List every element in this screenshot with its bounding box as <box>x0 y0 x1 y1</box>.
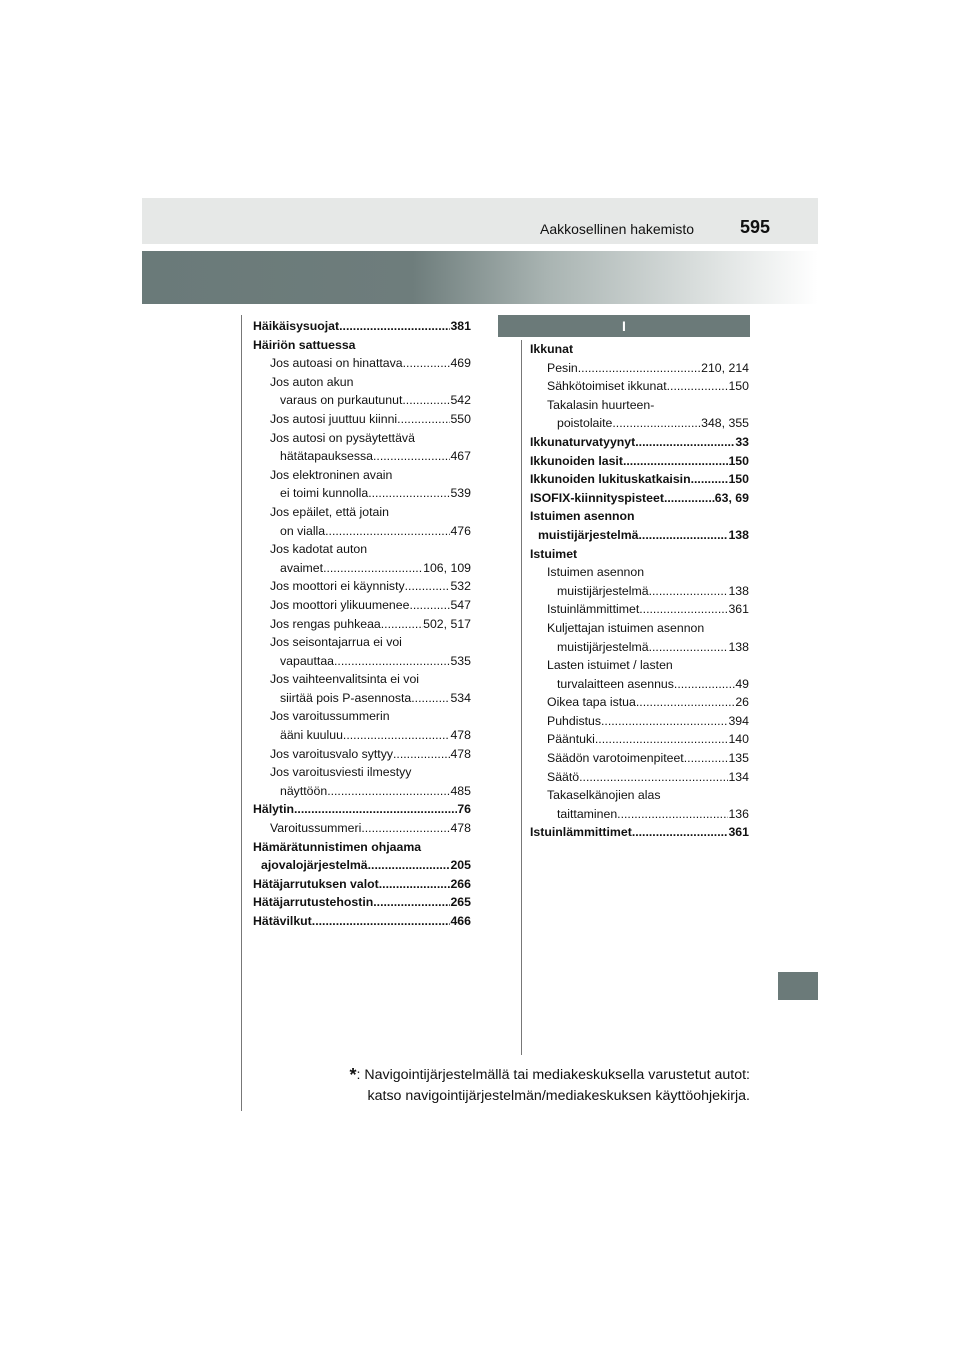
entry-page: 361 <box>728 825 749 840</box>
index-entry <box>253 875 471 894</box>
index-entry <box>253 391 471 410</box>
entry-text: Hätäjarrutuksen valot <box>253 876 379 891</box>
left-divider <box>241 315 242 1111</box>
entry-text: Jos varoitusvalo syttyy <box>270 746 394 761</box>
index-entry <box>253 726 471 745</box>
index-entry <box>530 656 749 675</box>
dot-leader <box>409 596 450 615</box>
entry-page: 532 <box>450 579 471 594</box>
dot-leader <box>373 893 450 912</box>
dot-leader <box>411 689 450 708</box>
entry-page: 138 <box>728 583 749 598</box>
entry-page: 266 <box>450 876 471 891</box>
entry-page: 205 <box>450 858 471 873</box>
entry-text: Säädön varotoimenpiteet <box>547 751 684 766</box>
entry-text: Jos rengas puhkeaa <box>270 616 381 631</box>
entry-text: Jos vaihteenvalitsinta ei voi <box>270 672 420 687</box>
entry-page: 150 <box>728 453 749 468</box>
index-entry <box>530 693 749 712</box>
entry-text: Jos autoasi on hinattava <box>270 356 403 371</box>
entry-text: Takalasin huurteen- <box>547 397 655 412</box>
index-entry <box>530 768 749 787</box>
entry-page: 550 <box>450 411 471 426</box>
dot-leader <box>649 582 729 601</box>
dot-leader <box>684 749 729 768</box>
index-entry <box>530 786 749 805</box>
dot-leader <box>635 433 735 452</box>
index-entry <box>530 712 749 731</box>
index-entry <box>253 912 471 931</box>
entry-text: Ikkunoiden lasit <box>530 453 623 468</box>
entry-page: 63, 69 <box>714 490 749 505</box>
entry-text: ääni kuuluu <box>280 728 343 743</box>
entry-text: Istuimen asennon <box>530 509 635 524</box>
entry-text: Jos varoitussummerin <box>270 709 390 724</box>
index-entry <box>530 452 749 471</box>
dot-leader <box>578 359 701 378</box>
entry-text: Istuinlämmittimet <box>530 825 632 840</box>
index-entry <box>253 893 471 912</box>
index-entry <box>530 359 749 378</box>
index-entry <box>253 354 471 373</box>
index-entry <box>530 619 749 638</box>
index-entry <box>253 373 471 392</box>
dot-leader <box>397 410 450 429</box>
entry-page: 136 <box>728 806 749 821</box>
entry-text: Säätö <box>547 769 580 784</box>
index-entry <box>253 484 471 503</box>
dot-leader <box>402 391 450 410</box>
index-entry <box>253 503 471 522</box>
dot-leader <box>623 452 729 471</box>
entry-text: avaimet <box>280 560 324 575</box>
entry-page: 106, 109 <box>423 560 471 575</box>
footnote <box>316 1065 750 1107</box>
dot-leader <box>664 489 715 508</box>
entry-text: turvalaitteen asennus <box>557 676 674 691</box>
dot-leader <box>632 823 729 842</box>
entry-text: varaus on purkautunut <box>280 393 403 408</box>
dot-leader <box>674 675 735 694</box>
dot-leader <box>595 730 729 749</box>
dot-leader <box>403 354 451 373</box>
dot-leader <box>638 526 728 545</box>
index-entry <box>530 805 749 824</box>
entry-page: 138 <box>728 527 749 542</box>
dot-leader <box>379 875 451 894</box>
dot-leader <box>639 600 728 619</box>
index-entry <box>253 429 471 448</box>
entry-text: Sähkötoimiset ikkunat <box>547 379 667 394</box>
dot-leader <box>381 615 423 634</box>
index-entry <box>530 396 749 415</box>
dot-leader <box>601 712 728 731</box>
section-letter: I <box>498 315 750 337</box>
entry-text: Ikkunaturvatyynyt <box>530 434 636 449</box>
entry-page: 76 <box>457 802 471 817</box>
entry-page: 476 <box>450 523 471 538</box>
entry-text: Jos varoitusviesti ilmestyy <box>270 765 412 780</box>
dot-leader <box>361 819 450 838</box>
entry-text: Istuinlämmittimet <box>547 602 640 617</box>
entry-text: Varoitussummeri <box>270 821 362 836</box>
gradient-band <box>142 251 818 304</box>
index-entry <box>253 317 471 336</box>
dot-leader <box>667 377 729 396</box>
footnote-line-1: : Navigointijärjestelmällä tai mediakeskuksella varustetut autot: <box>356 1067 750 1083</box>
index-entry <box>530 582 749 601</box>
entry-page: 535 <box>450 653 471 668</box>
entry-text: muistijärjestelmä <box>557 583 649 598</box>
entry-page: 134 <box>728 769 749 784</box>
entry-text: Ikkunoiden lukituskatkaisin <box>530 472 691 487</box>
entry-text: hätätapauksessa <box>280 449 373 464</box>
dot-leader <box>579 768 728 787</box>
index-entry <box>253 633 471 652</box>
entry-page: 348, 355 <box>701 416 749 431</box>
right-index-column <box>530 340 749 842</box>
index-entry <box>530 638 749 657</box>
index-entry <box>530 340 749 359</box>
header-title: Aakkosellinen hakemisto <box>540 221 695 237</box>
entry-page: 478 <box>450 728 471 743</box>
dot-leader <box>368 484 450 503</box>
index-entry <box>530 526 749 545</box>
index-entry <box>253 856 471 875</box>
dot-leader <box>636 693 735 712</box>
index-entry <box>530 545 749 564</box>
entry-page: 502, 517 <box>423 616 471 631</box>
entry-text: Häikäisysuojat <box>253 319 340 333</box>
entry-text: Häiriön sattuessa <box>253 337 356 352</box>
entry-text: Jos auton akun <box>270 374 354 389</box>
entry-text: on vialla <box>280 523 326 538</box>
entry-text: Puhdistus <box>547 713 602 728</box>
entry-text: Hätäjarrutustehostin <box>253 895 374 910</box>
entry-page: 49 <box>735 676 749 691</box>
index-entry <box>253 559 471 578</box>
entry-page: 210, 214 <box>701 360 749 375</box>
entry-page: 394 <box>728 713 749 728</box>
entry-text: Jos seisontajarrua ei voi <box>270 635 402 650</box>
entry-page: 33 <box>735 434 749 449</box>
entry-text: taittaminen <box>557 806 618 821</box>
index-entry <box>253 336 471 355</box>
index-entry <box>530 823 749 842</box>
index-entry <box>253 763 471 782</box>
index-entry <box>253 466 471 485</box>
entry-page: 140 <box>728 732 749 747</box>
index-entry <box>253 670 471 689</box>
left-index-column <box>253 317 471 931</box>
index-entry <box>253 838 471 857</box>
index-entry <box>530 489 749 508</box>
index-entry <box>253 800 471 819</box>
index-entry <box>253 522 471 541</box>
entry-text: Istuimen asennon <box>547 565 645 580</box>
entry-page: 539 <box>450 486 471 501</box>
entry-page: 478 <box>450 821 471 836</box>
index-entry <box>530 433 749 452</box>
entry-text: Jos autosi on pysäytettävä <box>270 430 415 445</box>
entry-text: Hämärätunnistimen ohjaama <box>253 839 422 854</box>
dot-leader <box>294 800 457 819</box>
dot-leader <box>393 745 450 764</box>
index-entry <box>530 675 749 694</box>
index-entry <box>530 600 749 619</box>
index-entry <box>253 447 471 466</box>
dot-leader <box>617 805 728 824</box>
entry-text: Jos moottori ei käynnisty <box>270 579 405 594</box>
index-entry <box>530 730 749 749</box>
entry-page: 542 <box>450 393 471 408</box>
entry-page: 467 <box>450 449 471 464</box>
dot-leader <box>312 912 451 931</box>
entry-page: 26 <box>735 695 749 710</box>
entry-text: Oikea tapa istua <box>547 695 636 710</box>
dot-leader <box>368 856 451 875</box>
middle-divider <box>521 340 522 1055</box>
index-entry <box>530 414 749 433</box>
entry-text: Jos epäilet, että jotain <box>270 504 389 519</box>
entry-text: Jos elektroninen avain <box>270 467 393 482</box>
entry-text: ISOFIX-kiinnityspisteet <box>530 490 664 505</box>
entry-text: muistijärjestelmä <box>557 639 649 654</box>
entry-page: 478 <box>450 746 471 761</box>
entry-page: 485 <box>450 783 471 798</box>
entry-text: Istuimet <box>530 546 578 561</box>
index-entry <box>253 540 471 559</box>
entry-text: vapauttaa <box>280 653 335 668</box>
entry-page: 361 <box>728 602 749 617</box>
entry-text: Kuljettajan istuimen asennon <box>547 620 705 635</box>
entry-text: Ikkunat <box>530 342 574 356</box>
entry-text: ei toimi kunnolla <box>280 486 369 501</box>
dot-leader <box>405 577 451 596</box>
dot-leader <box>691 470 729 489</box>
entry-text: ajovalojärjestelmä <box>261 858 368 873</box>
entry-text: Lasten istuimet / lasten <box>547 658 673 673</box>
dot-leader <box>325 522 450 541</box>
entry-text: Pesin <box>547 360 578 375</box>
index-entry <box>253 745 471 764</box>
entry-page: 534 <box>450 690 471 705</box>
index-entry <box>253 689 471 708</box>
dot-leader <box>339 317 450 336</box>
entry-page: 150 <box>728 379 749 394</box>
entry-page: 381 <box>450 319 471 333</box>
index-entry <box>253 410 471 429</box>
entry-text: Hätävilkut <box>253 914 312 928</box>
dot-leader <box>612 414 701 433</box>
index-entry <box>253 707 471 726</box>
entry-page: 469 <box>450 356 471 371</box>
entry-text: Jos moottori ylikuumenee <box>270 597 410 612</box>
index-entry <box>253 652 471 671</box>
entry-text: Pääntuki <box>547 732 595 747</box>
page-number: 595 <box>740 217 771 237</box>
entry-page: 135 <box>728 751 749 766</box>
dot-leader <box>327 782 450 801</box>
index-entry <box>530 749 749 768</box>
dot-leader <box>649 638 729 657</box>
dot-leader <box>323 559 423 578</box>
dot-leader <box>334 652 450 671</box>
index-entry <box>253 819 471 838</box>
entry-text: siirtää pois P-asennosta <box>280 690 412 705</box>
index-entry <box>253 596 471 615</box>
index-entry <box>530 563 749 582</box>
entry-text: Jos autosi juuttuu kiinni <box>270 411 398 426</box>
index-entry <box>253 782 471 801</box>
entry-page: 265 <box>450 895 471 910</box>
entry-text: poistolaite <box>557 416 613 431</box>
index-entry <box>253 577 471 596</box>
entry-page: 150 <box>728 472 749 487</box>
entry-text: Hälytin <box>253 802 294 817</box>
index-entry <box>253 615 471 634</box>
dot-leader <box>343 726 451 745</box>
index-entry <box>530 377 749 396</box>
entry-text: muistijärjestelmä <box>538 527 639 542</box>
footnote-line-2: katso navigointijärjestelmän/mediakeskuksen käyttöohjekirja. <box>367 1088 750 1104</box>
entry-page: 466 <box>450 914 471 928</box>
chapter-tab[interactable] <box>778 972 818 1000</box>
index-entry <box>530 470 749 489</box>
footnote-marker: * <box>349 1065 357 1085</box>
entry-page: 547 <box>450 597 471 612</box>
entry-page: 138 <box>728 639 749 654</box>
dot-leader <box>373 447 450 466</box>
entry-text: näyttöön <box>280 783 328 798</box>
header-bar <box>142 198 818 244</box>
entry-text: Jos kadotat auton <box>270 542 368 557</box>
entry-text: Takaselkänojien alas <box>547 788 661 803</box>
index-entry <box>530 507 749 526</box>
